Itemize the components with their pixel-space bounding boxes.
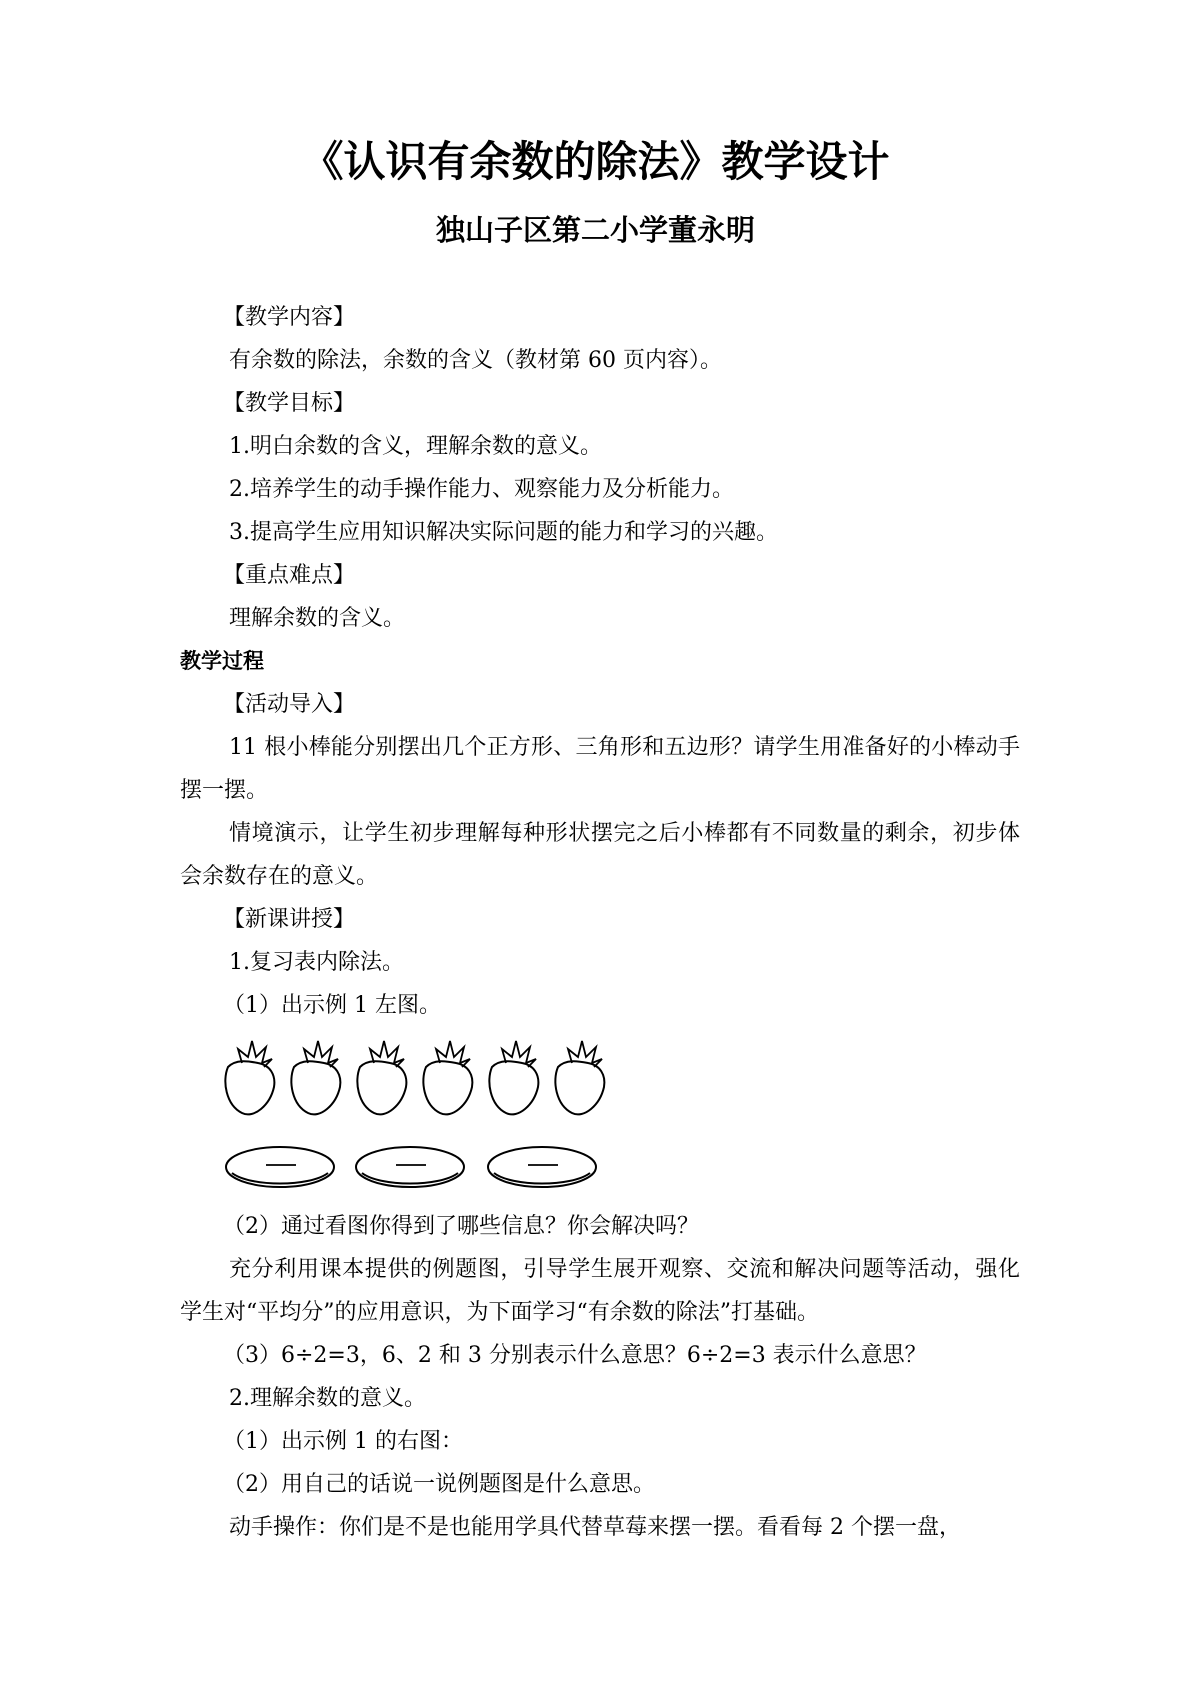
section-label-goals: 【教学目标】: [223, 391, 356, 416]
section-label-content: 【教学内容】: [223, 305, 356, 330]
intro-paragraph-1: 11 根小棒能分别摆出几个正方形、三角形和五边形？请学生用准备好的小棒动手摆一摆。: [180, 735, 1020, 803]
strawberry-icon: [423, 1041, 472, 1114]
section-label-intro: 【活动导入】: [223, 692, 356, 717]
step-2: （2）通过看图你得到了哪些信息？你会解决吗？: [223, 1214, 699, 1239]
content-text: 有余数的除法，余数的含义（教材第 60 页内容）。: [229, 348, 722, 373]
strawberry-row: [225, 1041, 604, 1114]
strawberry-icon: [555, 1041, 604, 1114]
step-1: （1）出示例 1 左图。: [223, 993, 441, 1018]
meaning-title: 2.理解余数的意义。: [229, 1386, 426, 1411]
step-3: （3）6÷2=3，6、2 和 3 分别表示什么意思？6÷2=3 表示什么意思？: [223, 1343, 927, 1368]
goal-item-2: 2.培养学生的动手操作能力、观察能力及分析能力。: [229, 477, 734, 502]
example-figure: [180, 1033, 1020, 1201]
strawberry-icon: [225, 1041, 274, 1114]
goal-item-3: 3.提高学生应用知识解决实际问题的能力和学习的兴趣。: [229, 520, 778, 545]
document-body: [180, 296, 1020, 1549]
strawberry-icon: [291, 1041, 340, 1114]
plate-icon: [226, 1147, 334, 1187]
meaning-step-1: （1）出示例 1 的右图：: [223, 1429, 463, 1454]
page-title: 《认识有余数的除法》教学设计: [301, 137, 890, 186]
strawberry-icon: [489, 1041, 538, 1114]
meaning-step-2: （2）用自己的话说一说例题图是什么意思。: [223, 1472, 655, 1497]
key-points-text: 理解余数的含义。: [229, 606, 406, 631]
hands-on-text: 动手操作：你们是不是也能用学具代替草莓来摆一摆。看看每 2 个摆一盘，: [229, 1515, 961, 1540]
plate-row: [226, 1147, 596, 1187]
section-label-key-points: 【重点难点】: [223, 563, 356, 588]
intro-paragraph-2: 情境演示，让学生初步理解每种形状摆完之后小棒都有不同数量的剩余，初步体会余数存在的意义。: [180, 821, 1020, 889]
process-heading: 教学过程: [180, 649, 264, 673]
usage-paragraph: 充分利用课本提供的例题图，引导学生展开观察、交流和解决问题等活动，强化学生对“平均分”的应用意识，为下面学习“有余数的除法”打基础。: [180, 1257, 1020, 1325]
author-line: 独山子区第二小学董永明: [435, 213, 755, 247]
review-title: 1.复习表内除法。: [229, 950, 404, 975]
plate-icon: [488, 1147, 596, 1187]
goal-item-1: 1.明白余数的含义，理解余数的意义。: [229, 434, 602, 459]
section-label-new-lesson: 【新课讲授】: [223, 907, 356, 932]
strawberry-icon: [357, 1041, 406, 1114]
strawberry-plates-illustration: [220, 1033, 640, 1201]
plate-icon: [356, 1147, 464, 1187]
